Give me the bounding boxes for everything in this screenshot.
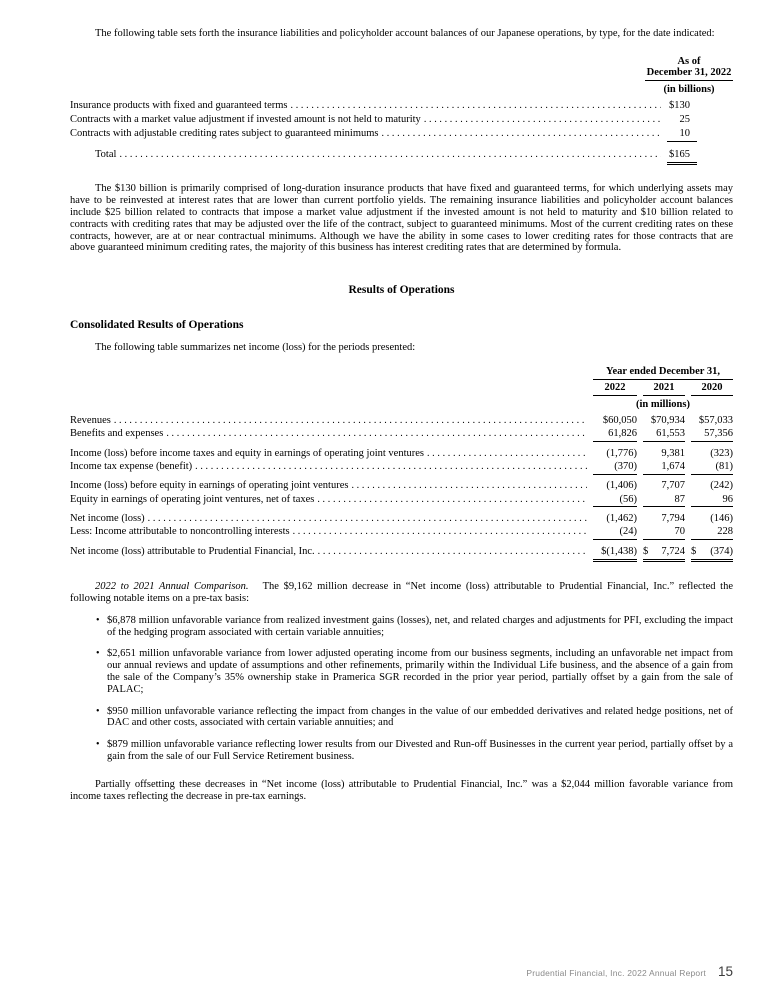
dot-leader [318, 546, 587, 558]
dot-leader [427, 448, 587, 460]
table-row [70, 494, 733, 507]
table-row [70, 100, 733, 114]
row-value [691, 546, 733, 560]
table-year-headers [593, 382, 733, 396]
row-value: 9,381 [661, 447, 685, 459]
page-footer [526, 966, 733, 980]
table-row [70, 428, 733, 441]
row-value: (370) [593, 461, 637, 475]
dot-leader [382, 128, 661, 140]
table-row [70, 546, 733, 559]
row-value: (146) [710, 513, 733, 525]
row-label: Income (loss) before income taxes and equity in earnings of operating joint ventures [70, 447, 424, 459]
column-header-line2: December 31, 2022 [645, 67, 733, 81]
row-value: 7,707 [661, 480, 685, 492]
row-label: Less: Income attributable to noncontrolling interests [70, 526, 290, 538]
dot-leader [114, 415, 587, 427]
table-row [70, 149, 733, 163]
year-header-2020: 2020 [691, 382, 733, 396]
liabilities-discussion-paragraph: The $130 billion is primarily comprised of long-duration insurance products that have fixed and guaranteed terms, for which underlying assets may have to be reinvested at interest rates that are lower than current portfolio yields. The remaining insurance liabilities and policyholder account balances include $25 billion related to contracts that impose a market value adjustment if the invested amount is not held to maturity and $10 billion related to contracts with crediting rates that may be adjusted over the life of the contract, subject to guaranteed minimums. Most of the current crediting rates on these contracts, however, are at or near contractual minimums. Although we have the ability in some cases to lower crediting rates for those contracts that are above guaranteed minimum crediting rates, the majority of this business has interest crediting rates that are determined by formula. [70, 183, 733, 254]
row-value: 10 [667, 128, 697, 142]
row-label: Benefits and expenses [70, 428, 164, 440]
net-income-table-intro: The following table summarizes net income (loss) for the periods presented: [95, 342, 416, 354]
row-label: Total [95, 149, 117, 161]
table-row [70, 415, 733, 428]
notable-items-list [70, 615, 733, 763]
row-value: $(1,438) [593, 546, 637, 560]
table-row [70, 461, 733, 474]
subsection-heading: Consolidated Results of Operations [70, 319, 244, 332]
row-value: $165 [667, 149, 697, 163]
table-body [70, 100, 733, 164]
row-value: $57,033 [698, 414, 733, 426]
row-label: Net income (loss) attributable to Prudential Financial, Inc. [70, 545, 315, 557]
row-label: Contracts with adjustable crediting rates subject to guaranteed minimums [70, 127, 379, 139]
footer-report-title: Prudential Financial, Inc. 2022 Annual Report [526, 968, 706, 979]
footer-page-number: 15 [717, 964, 733, 980]
row-value: 87 [643, 494, 685, 508]
row-value: 1,674 [643, 461, 685, 475]
row-value: 70 [643, 526, 685, 540]
row-value: (81) [691, 461, 733, 475]
row-value: $70,934 [650, 414, 685, 426]
table-row [70, 513, 733, 526]
insurance-liabilities-table [70, 56, 733, 164]
row-value: (1,776) [606, 447, 637, 459]
dot-leader [291, 100, 661, 112]
row-value: 228 [691, 526, 733, 540]
bullet-item: • $879 million unfavorable variance reflecting lower results from our Divested and Run-off Businesses in the current year period, partially offset by a gain from the sale of our Full Service Retirement business. [70, 739, 733, 763]
row-value [643, 546, 685, 560]
row-label: Equity in earnings of operating joint ventures, net of taxes [70, 493, 315, 505]
comparison-lead-text: The $9,162 million decrease in “Net income (loss) attributable to Prudential Financial, Inc.” reflected the following notable items on a pre-tax basis: [70, 581, 734, 605]
dollar-sign: $ [691, 545, 697, 557]
dot-leader [424, 114, 661, 126]
dot-leader [166, 428, 587, 440]
bullet-item: • $2,651 million unfavorable variance from lower adjusted operating income from our business segments, including an unfavorable net impact from our annual reviews and update of assumptions and other refinements, primarily within the Individual Life business, and the absence of a gain from the sale of the Company’s 35% ownership stake in Pramerica SGR recorded in the prior year period, partially offset by a gain from the sale of PALAC; [70, 648, 733, 695]
table-row [70, 480, 733, 493]
dot-leader [119, 149, 661, 161]
dot-leader [351, 480, 587, 492]
table-column-header [645, 56, 733, 81]
row-value: (56) [593, 494, 637, 508]
table-row [70, 526, 733, 539]
year-header-2021: 2021 [643, 382, 685, 396]
amount: 7,724 [661, 545, 685, 557]
comparison-lead-italic: 2022 to 2021 Annual Comparison. [95, 581, 249, 593]
row-label: Income (loss) before equity in earnings of operating joint ventures [70, 480, 349, 492]
row-label: Contracts with a market value adjustment if invested amount is not held to maturity [70, 113, 421, 125]
closing-paragraph: Partially offsetting these decreases in “Net income (loss) attributable to Prudential Financial, Inc.” was a $2,044 million favorable variance from income taxes reflecting the decrease in pre-tax earnings. [70, 778, 733, 802]
bullet-item: • $6,878 million unfavorable variance from realized investment gains (losses), net, and related charges and adjustments for PFI, excluding the impact of the hedging program associated with certain variable annuities; [70, 615, 733, 639]
annual-comparison-section [70, 581, 733, 802]
comparison-lead-paragraph [70, 581, 733, 605]
row-label: Net income (loss) [70, 513, 145, 525]
row-value: 7,794 [661, 513, 685, 525]
column-header-line1: As of [677, 55, 701, 67]
table-span-header: Year ended December 31, [593, 366, 733, 380]
net-income-table [70, 366, 733, 559]
table-row [70, 448, 733, 461]
table-row [70, 128, 733, 142]
section-heading: Results of Operations [348, 284, 455, 297]
row-value: (24) [593, 526, 637, 540]
row-value: 61,826 [593, 428, 637, 442]
dot-leader [293, 526, 587, 538]
table-units-label: (in billions) [663, 83, 715, 95]
table-body [70, 415, 733, 560]
table-units-label: (in millions) [636, 398, 690, 410]
row-value: (323) [710, 447, 733, 459]
intro-paragraph: The following table sets forth the insurance liabilities and policyholder account balances of our Japanese operations, by type, for the date indicated: [95, 28, 715, 39]
bullet-item: • $950 million unfavorable variance reflecting the impact from changes in the value of our embedded derivatives and related hedge positions, net of DAC and other costs, associated with certain variable annuities; and [70, 706, 733, 730]
row-label: Insurance products with fixed and guaranteed terms [70, 99, 288, 111]
row-value: (1,406) [606, 480, 637, 492]
row-value: (1,462) [606, 513, 637, 525]
amount: (374) [710, 545, 733, 557]
row-value: $130 [669, 99, 690, 111]
dollar-sign: $ [643, 545, 649, 557]
row-label: Revenues [70, 414, 111, 426]
row-value: 61,553 [643, 428, 685, 442]
row-value: 96 [691, 494, 733, 508]
row-value: 25 [679, 113, 690, 125]
row-label: Income tax expense (benefit) [70, 460, 193, 472]
dot-leader [148, 513, 587, 525]
row-value: (242) [710, 480, 733, 492]
row-value: 57,356 [691, 428, 733, 442]
row-value: $60,050 [602, 414, 637, 426]
table-row [70, 114, 733, 128]
dot-leader [195, 461, 587, 473]
dot-leader [317, 494, 587, 506]
year-header-2022: 2022 [593, 382, 637, 396]
